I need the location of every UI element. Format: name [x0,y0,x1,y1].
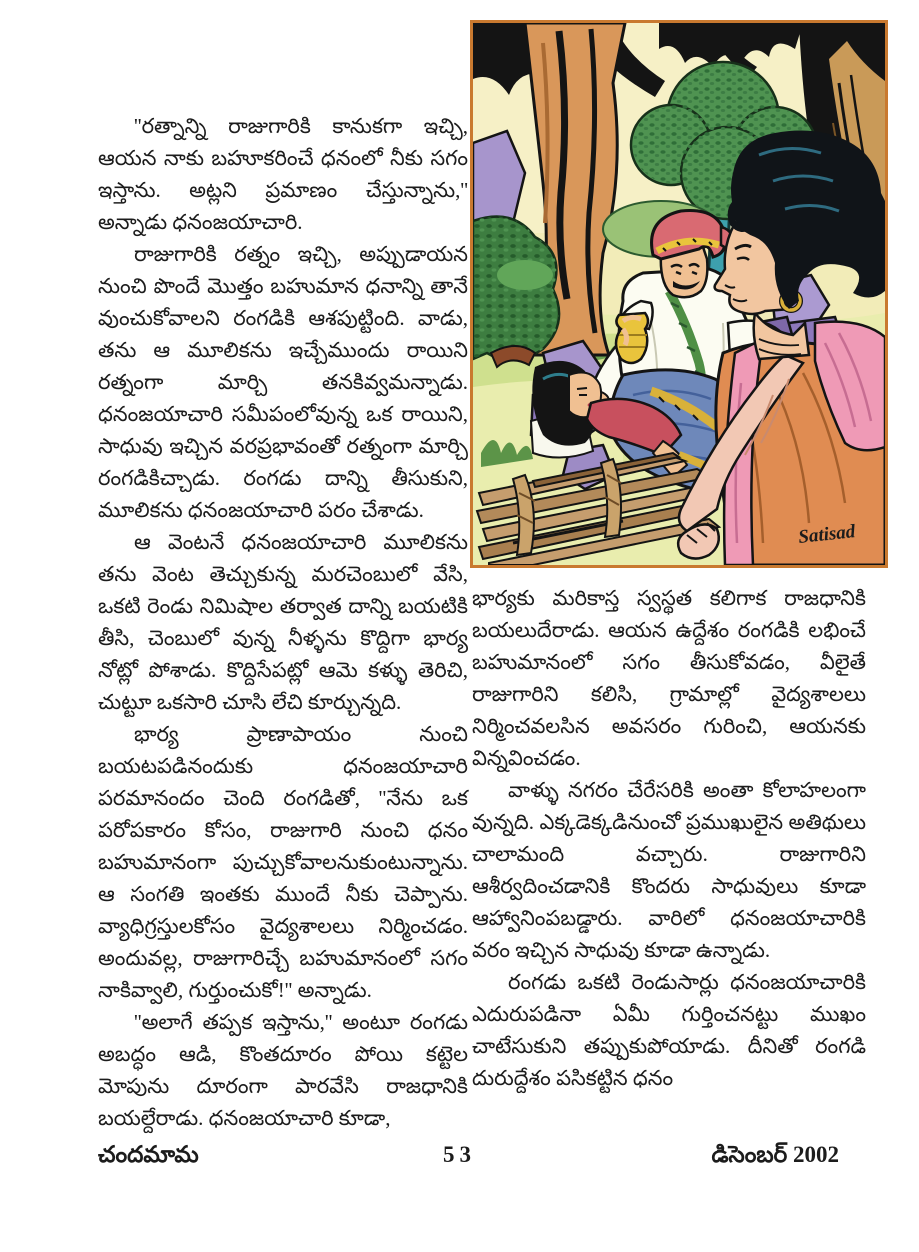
story-paragraph: రంగడు ఒకటి రెండుసార్లు ధనంజయాచారికి ఎదురుపడినా ఏమీ గుర్తించనట్టు ముఖం చాటేసుకుని తప్పుకుపోయాడు. దీనితో రంగడి దురుద్దేశం పసికట్టిన ధనం [472,970,866,1090]
story-paragraph: రాజుగారికి రత్నం ఇచ్చి, అప్పుడాయన నుంచి పొందే మొత్తం బహుమాన ధనాన్ని తానే వుంచుకోవాలని రంగడికి ఆశపుట్టింది. వాడు, తను ఆ మూలికను ఇచ్చేముందు రాయిని రత్నంగా మార్చి తనకివ్వమన్నాడు. ధనంజయాచారి సమీపంలోవున్న ఒక రాయిని, సాధువు ఇచ్చిన వరప్రభావంతో రత్నంగా మార్చి రంగడికిచ్చాడు. రంగడు దాన్ని తీసుకుని, మూలికను ధనంజయాచారి పరం చేశాడు. [98,242,468,522]
right-text-column [472,582,866,1094]
story-paragraph: భార్య ప్రాణాపాయం నుంచి బయటపడినందుకు ధనంజయాచారి పరమానందం చెంది రంగడితో, ''నేను ఒక పరోపకారం కోసం, రాజుగారి నుంచి ధనం బహుమానంగా పుచ్చుకోవాలనుకుంటున్నాను. ఆ సంగతి ఇంతకు ముందే నీకు చెప్పాను. వ్యాధిగ్రస్తులకోసం వైద్యశాలలు నిర్మించడం. అందువల్ల, రాజుగారిచ్చే బహుమానంలో సగం నాకివ్వాలి, గుర్తుంచుకో!'' అన్నాడు. [98,722,468,1002]
footer-issue-date: డిసెంబర్ 2002 [711,1142,839,1167]
left-text-column [98,110,468,1134]
story-paragraph: వాళ్ళు నగరం చేరేసరికి అంతా కోలాహలంగా వున్నది. ఎక్కడెక్కడినుంచో ప్రముఖులైన అతిథులు చాలామంది వచ్చారు. రాజుగారిని ఆశీర్వదించడానికి కొందరు సాధువులు కూడా ఆహ్వానింపబడ్డారు. వారిలో ధనంజయాచారికి వరం ఇచ్చిన సాధువు కూడా ఉన్నాడు. [472,778,866,962]
footer-page-number: 53 [443,1142,476,1167]
story-paragraph: భార్యకు మరికాస్త స్వస్థత కలిగాక రాజధానికి బయలుదేరాడు. ఆయన ఉద్దేశం రంగడికి లభించే బహుమానంలో సగం తీసుకోవడం, వీలైతే రాజుగారిని కలిసి, గ్రామాల్లో వైద్యశాలలు నిర్మించవలసిన అవసరం గురించి, ఆయనకు విన్నవించడం. [472,586,866,770]
story-illustration-frame [470,20,888,568]
story-illustration [473,23,885,565]
artist-signature: Satisad [797,521,857,548]
story-paragraph: ''అలాగే తప్పక ఇస్తాను,'' అంటూ రంగడు అబద్ధం ఆడి, కొంతదూరం పోయి కట్టెల మోపును దూరంగా పారవేసి రాజధానికి బయల్దేరాడు. ధనంజయాచారి కూడా, [98,1010,468,1130]
story-paragraph: ''రత్నాన్ని రాజుగారికి కానుకగా ఇచ్చి, ఆయన నాకు బహూకరించే ధనంలో నీకు సగం ఇస్తాను. అట్లని ప్రమాణం చేస్తున్నాను,'' అన్నాడు ధనంజయాచారి. [98,114,468,234]
page-footer [0,1142,919,1178]
story-paragraph: ఆ వెంటనే ధనంజయాచారి మూలికను తను వెంట తెచ్చుకున్న మరచెంబులో వేసి, ఒకటి రెండు నిమిషాల తర్వాత దాన్ని బయటికి తీసి, చెంబులో వున్న నీళ్ళను కొద్దిగా భార్య నోట్లో పోశాడు. కొద్దిసేపట్లో ఆమె కళ్ళు తెరిచి, చుట్టూ ఒకసారి చూసి లేచి కూర్చున్నది. [98,530,468,714]
footer-magazine-title: చందమామ [98,1142,199,1167]
